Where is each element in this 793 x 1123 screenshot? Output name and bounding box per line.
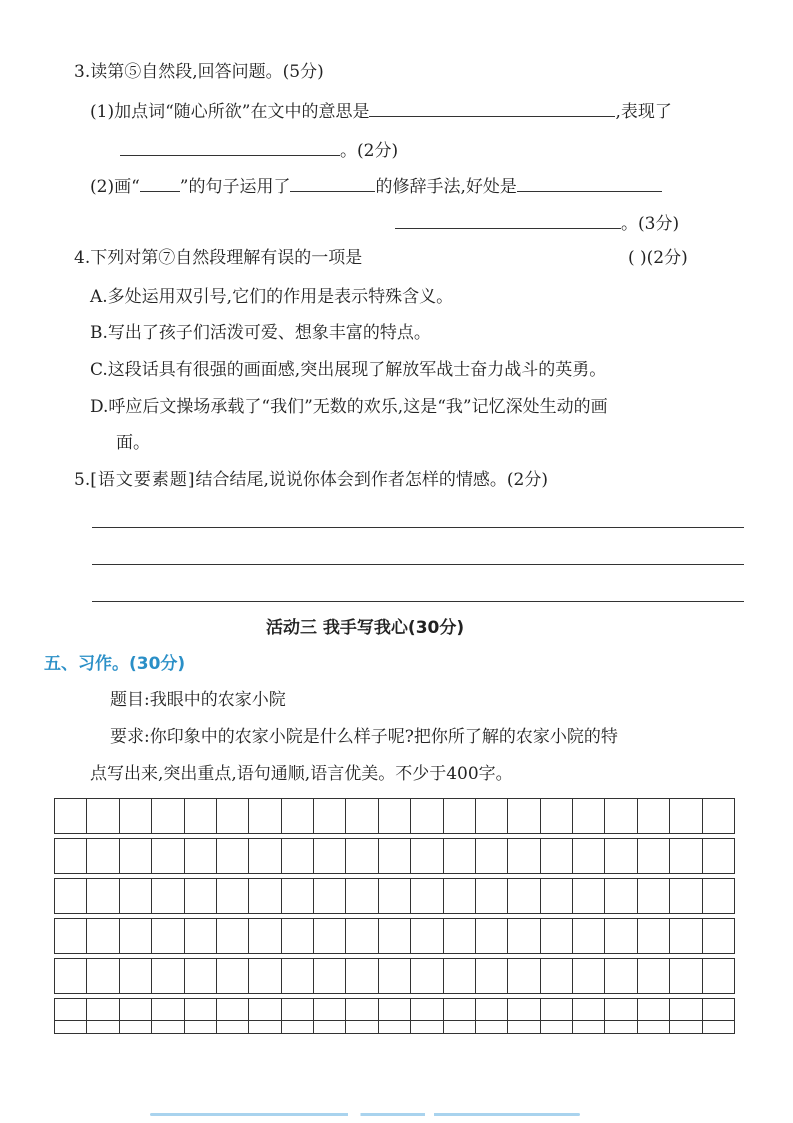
grid-cell[interactable] [670, 879, 702, 913]
grid-cell[interactable] [411, 999, 443, 1033]
grid-cell[interactable] [314, 999, 346, 1033]
q5-text: 结合结尾,说说你体会到作者怎样的情感。(2分) [195, 470, 548, 490]
grid-cell[interactable] [379, 839, 411, 873]
grid-cell[interactable] [55, 839, 87, 873]
grid-cell[interactable] [605, 919, 637, 953]
grid-cell[interactable] [476, 959, 508, 993]
grid-cell[interactable] [249, 999, 281, 1033]
grid-cell[interactable] [120, 839, 152, 873]
composition-requirement: 要求:你印象中的农家小院是什么样子呢?把你所了解的农家小院的特 [110, 727, 618, 747]
grid-cell[interactable] [703, 999, 735, 1033]
grid-cell[interactable] [638, 959, 670, 993]
grid-cell[interactable] [605, 879, 637, 913]
grid-cell[interactable] [508, 839, 540, 873]
q3-stem: 3.读第⑤自然段,回答问题。(5分) [74, 62, 324, 82]
q4-stem: 4.下列对第⑦自然段理解有误的一项是 [74, 248, 363, 268]
grid-cell[interactable] [541, 999, 573, 1033]
q3-part1-line1 [90, 102, 672, 121]
grid-cell[interactable] [120, 879, 152, 913]
q3-part2-line2 [395, 214, 679, 233]
q4-answer-bracket[interactable]: ( )(2分) [628, 248, 688, 268]
grid-cell[interactable] [411, 919, 443, 953]
grid-cell[interactable] [55, 999, 87, 1033]
grid-cell[interactable] [444, 879, 476, 913]
grid-cell[interactable] [185, 879, 217, 913]
grid-cell[interactable] [670, 839, 702, 873]
grid-cell[interactable] [670, 919, 702, 953]
q5-answer-line-3[interactable] [92, 601, 744, 602]
grid-cell[interactable] [379, 799, 411, 833]
q3-part2-benefit: 的修辞手法,好处是 [375, 177, 517, 197]
q5-number: 5. [74, 470, 91, 490]
grid-cell[interactable] [670, 959, 702, 993]
grid-cell[interactable] [379, 959, 411, 993]
q3-part1-shows-blank[interactable] [120, 141, 340, 156]
grid-cell[interactable] [217, 839, 249, 873]
grid-cell[interactable] [476, 879, 508, 913]
composition-topic: 题目:我眼中的农家小院 [110, 690, 286, 710]
activity-title: 活动三 我手写我心(30分) [266, 618, 465, 638]
grid-cell[interactable] [703, 839, 735, 873]
grid-cell[interactable] [120, 999, 152, 1033]
grid-cell[interactable] [573, 839, 605, 873]
grid-cell[interactable] [541, 799, 573, 833]
grid-cell[interactable] [87, 919, 119, 953]
grid-cell[interactable] [87, 799, 119, 833]
grid-cell[interactable] [605, 839, 637, 873]
grid-cell[interactable] [185, 999, 217, 1033]
q3-part2-benefit-blank[interactable] [517, 177, 662, 192]
grid-cell[interactable] [703, 919, 735, 953]
grid-cell[interactable] [185, 919, 217, 953]
grid-cell[interactable] [508, 959, 540, 993]
grid-cell[interactable] [508, 999, 540, 1033]
grid-cell[interactable] [152, 959, 184, 993]
grid-cell[interactable] [411, 879, 443, 913]
grid-cell[interactable] [444, 959, 476, 993]
q5-stem [74, 472, 548, 489]
writing-grid[interactable] [54, 798, 735, 1038]
grid-cell[interactable] [638, 879, 670, 913]
grid-cell[interactable] [314, 959, 346, 993]
grid-cell[interactable] [282, 839, 314, 873]
grid-cell[interactable] [346, 959, 378, 993]
q3-part1-continue: ,表现了 [615, 102, 672, 122]
grid-cell[interactable] [670, 799, 702, 833]
grid-cell[interactable] [249, 879, 281, 913]
grid-cell[interactable] [87, 879, 119, 913]
q3-part2-benefit-blank-2[interactable] [395, 214, 621, 229]
grid-row [54, 838, 735, 874]
grid-cell[interactable] [152, 879, 184, 913]
grid-cell[interactable] [703, 959, 735, 993]
grid-cell[interactable] [346, 919, 378, 953]
grid-cell[interactable] [249, 839, 281, 873]
grid-cell[interactable] [87, 959, 119, 993]
grid-cell[interactable] [55, 799, 87, 833]
grid-cell[interactable] [703, 799, 735, 833]
grid-cell[interactable] [508, 879, 540, 913]
grid-cell[interactable] [217, 799, 249, 833]
q5-answer-line-1[interactable] [92, 527, 744, 528]
grid-cell[interactable] [217, 879, 249, 913]
grid-cell[interactable] [282, 799, 314, 833]
grid-cell[interactable] [605, 959, 637, 993]
grid-cell[interactable] [703, 879, 735, 913]
grid-cell[interactable] [314, 919, 346, 953]
grid-cell[interactable] [541, 879, 573, 913]
grid-cell[interactable] [573, 919, 605, 953]
grid-cell[interactable] [282, 919, 314, 953]
grid-cell[interactable] [638, 999, 670, 1033]
grid-cell[interactable] [444, 839, 476, 873]
grid-cell[interactable] [541, 839, 573, 873]
grid-cell[interactable] [605, 799, 637, 833]
q4-option-d-cont: 面。 [116, 433, 150, 453]
composition-requirement-cont: 点写出来,突出重点,语句通顺,语言优美。不少于400字。 [90, 764, 513, 784]
grid-cell[interactable] [411, 959, 443, 993]
q3-part2-line1 [90, 177, 662, 196]
q3-part2-used: ”的句子运用了 [179, 177, 291, 197]
q3-part1-score: 。(2分) [340, 141, 399, 161]
grid-cell[interactable] [185, 799, 217, 833]
grid-cell[interactable] [379, 919, 411, 953]
grid-cell[interactable] [217, 999, 249, 1033]
grid-cell[interactable] [476, 799, 508, 833]
grid-cell[interactable] [282, 879, 314, 913]
q3-part1-prompt: (1)加点词“随心所欲”在文中的意思是 [90, 102, 370, 122]
q4-option-b[interactable]: B.写出了孩子们活泼可爱、想象丰富的特点。 [90, 323, 431, 343]
grid-cell[interactable] [638, 839, 670, 873]
grid-cell[interactable] [314, 879, 346, 913]
grid-cell[interactable] [249, 799, 281, 833]
grid-cell[interactable] [573, 959, 605, 993]
grid-cell[interactable] [346, 999, 378, 1033]
grid-cell[interactable] [249, 919, 281, 953]
grid-cell[interactable] [87, 839, 119, 873]
footer-decoration [150, 1113, 580, 1116]
grid-cell[interactable] [346, 799, 378, 833]
grid-cell[interactable] [476, 839, 508, 873]
q4-option-a[interactable]: A.多处运用双引号,它们的作用是表示特殊含义。 [90, 287, 454, 307]
grid-row [54, 998, 735, 1034]
q3-part1-meaning-blank[interactable] [369, 102, 615, 117]
grid-cell[interactable] [152, 839, 184, 873]
grid-bottom-rule [54, 1020, 735, 1021]
grid-cell[interactable] [55, 919, 87, 953]
grid-cell[interactable] [638, 919, 670, 953]
q3-part1-line2 [120, 141, 398, 160]
grid-cell[interactable] [411, 799, 443, 833]
grid-cell[interactable] [217, 959, 249, 993]
grid-cell[interactable] [573, 999, 605, 1033]
grid-cell[interactable] [573, 799, 605, 833]
grid-cell[interactable] [314, 839, 346, 873]
grid-cell[interactable] [282, 959, 314, 993]
grid-cell[interactable] [217, 919, 249, 953]
grid-cell[interactable] [152, 919, 184, 953]
q4-option-c[interactable]: C.这段话具有很强的画面感,突出展现了解放军战士奋力战斗的英勇。 [90, 360, 607, 380]
grid-cell[interactable] [670, 999, 702, 1033]
grid-cell[interactable] [508, 799, 540, 833]
grid-cell[interactable] [55, 959, 87, 993]
grid-cell[interactable] [314, 799, 346, 833]
q3-part2-prompt: (2)画“ [90, 177, 140, 197]
grid-cell[interactable] [87, 999, 119, 1033]
grid-cell[interactable] [346, 839, 378, 873]
grid-cell[interactable] [541, 959, 573, 993]
grid-cell[interactable] [444, 799, 476, 833]
q3-part2-sentence-blank[interactable] [140, 177, 180, 192]
grid-cell[interactable] [185, 959, 217, 993]
grid-cell[interactable] [605, 999, 637, 1033]
grid-cell[interactable] [120, 799, 152, 833]
grid-row [54, 918, 735, 954]
grid-cell[interactable] [152, 999, 184, 1033]
q5-tag: [语文要素题] [90, 470, 196, 490]
grid-cell[interactable] [379, 999, 411, 1033]
grid-cell[interactable] [638, 799, 670, 833]
grid-cell[interactable] [476, 999, 508, 1033]
section-heading: 五、习作。(30分) [44, 654, 186, 674]
grid-row [54, 878, 735, 914]
grid-cell[interactable] [444, 919, 476, 953]
q4-option-d[interactable]: D.呼应后文操场承载了“我们”无数的欢乐,这是“我”记忆深处生动的画 [90, 397, 608, 417]
grid-cell[interactable] [185, 839, 217, 873]
grid-cell[interactable] [152, 799, 184, 833]
grid-cell[interactable] [282, 999, 314, 1033]
grid-cell[interactable] [55, 879, 87, 913]
q3-part2-rhetoric-blank[interactable] [290, 177, 375, 192]
grid-cell[interactable] [120, 959, 152, 993]
grid-row [54, 798, 735, 834]
grid-cell[interactable] [346, 879, 378, 913]
grid-cell[interactable] [541, 919, 573, 953]
q3-part2-score: 。(3分) [621, 214, 680, 234]
grid-row [54, 958, 735, 994]
grid-cell[interactable] [249, 959, 281, 993]
grid-cell[interactable] [444, 999, 476, 1033]
grid-cell[interactable] [379, 879, 411, 913]
grid-cell[interactable] [573, 879, 605, 913]
grid-cell[interactable] [411, 839, 443, 873]
q5-answer-line-2[interactable] [92, 564, 744, 565]
grid-cell[interactable] [508, 919, 540, 953]
grid-cell[interactable] [476, 919, 508, 953]
grid-cell[interactable] [120, 919, 152, 953]
